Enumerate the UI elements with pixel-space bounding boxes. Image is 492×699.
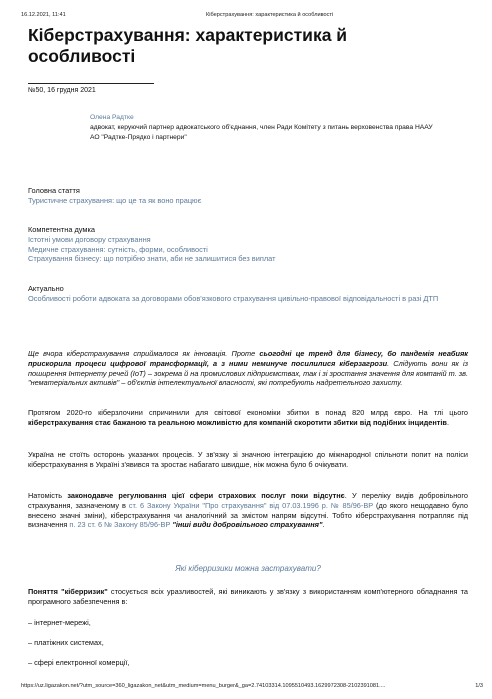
bold-text: сьогодні це тренд для бізнесу, бо пандемія неабияк прискорила процеси цифрової трансформації, а з ними неминуче посилилися кіберзагрози (28, 349, 468, 368)
list-item: – платіжних системах, (28, 638, 104, 647)
title-divider (28, 83, 154, 84)
author-description: адвокат, керуючий партнер адвокатського об'єднання, член Ради Комітету з питань верховенства права НААУ (90, 123, 433, 131)
related-article-link[interactable]: Туристичне страхування: що це та як воно працює (28, 195, 202, 205)
section-title: Актуально (28, 284, 64, 293)
paragraph-cyber-risk (28, 587, 468, 607)
print-datetime: 16.12.2021, 11:41 (21, 12, 66, 18)
bold-text: законодавче регулювання цієї сфери страхових послуг поки відсутнє (67, 491, 345, 500)
issue-date: №50, 16 грудня 2021 (28, 87, 96, 94)
text-run: . Слідують вони як із поширення Інтернету речей (IoT) – зокрема й на промислових підприємствах, так і зі зростання значення для компаній т. зв. "нематеріальних активів" – об'єктів інтелектуальної власності, які потребують надретельного захисту. (28, 358, 468, 388)
text-run: стосується всіх уразливостей, які виникають у зв'язку з використанням комп'ютерного обладнання та програмного забезпечення в: (28, 587, 468, 606)
law-link[interactable]: п. 23 ст. 6 № Закону 85/96-ВР (69, 520, 171, 530)
law-link[interactable]: ст. 6 Закону України "Про страхування" від 07.03.1996 р. № 85/96-ВР (128, 500, 374, 510)
text-run: . У переліку видів добровільного страхування, зазначеному в (28, 491, 468, 510)
paragraph-ukraine (28, 450, 468, 470)
paragraph-losses (28, 408, 468, 428)
text-run: . (446, 417, 449, 427)
section-title: Головна стаття (28, 186, 80, 195)
print-footer (21, 683, 483, 689)
text-run: Протягом 2020-го кіберзлочини спричинили для світової економіки збитки в понад 820 млрд євро. На тлі цього (28, 408, 468, 417)
page-number: 1/3 (475, 683, 483, 689)
print-url: https://uz.ligazakon.net/?utm_source=360_ligazakon_net&utm_medium=menu_burger&_ga=2.74103314.1095510493.1629972308-2102391081.... (21, 683, 386, 689)
article-title: Кіберстрахування: характеристика й особливості (28, 25, 348, 66)
print-header (21, 12, 483, 18)
bold-italic-text: "інші види добровільного страхування" (172, 520, 323, 530)
author-name-link[interactable]: Олена Радтке (90, 114, 134, 121)
paragraph-regulation (28, 491, 468, 530)
text-run: Натомість (28, 491, 68, 500)
related-article-link[interactable]: Медичне страхування: сутність, форми, особливості (28, 244, 208, 254)
list-item: – сфері електронної комерції, (28, 658, 130, 667)
author-block (90, 113, 468, 142)
text-run: (до якого нещодавно було внесено значні зміни), кіберстрахування чи аналогічний за змістом напрям відсутні. Тобто кіберстрахування потрапляє під визначення (28, 500, 469, 530)
section-title: Компетентна думка (28, 225, 95, 234)
author-organization: АО "Радтке-Прядко і партнери" (90, 133, 187, 141)
section-main-article (28, 186, 468, 206)
text-run: Україна не стоїть осторонь указаних процесів. У зв'язку зі значною інтеграцією до міжнародної спільноти попит на поліси кіберстрахування в Україні з'явився та зростає набагато швидше, ніж можна було б очікувати. (28, 450, 468, 469)
section-expert-opinion (28, 225, 468, 264)
section-current (28, 284, 468, 304)
related-article-link[interactable]: Істотні умови договору страхування (28, 234, 151, 244)
section-subheading: Які кіберризики можна застрахувати? (175, 564, 321, 573)
related-article-link[interactable]: Страхування бізнесу: що потрібно знати, аби не залишитися без виплат (28, 254, 276, 264)
paragraph-intro (28, 349, 468, 388)
text-run: . (322, 520, 325, 530)
bold-text: Поняття "кіберризик" (28, 587, 108, 596)
print-page-title: Кіберстрахування: характеристика й особливості (206, 12, 334, 18)
text-run: Ще вчора кіберстрахування сприймалося як інновація. Проте (28, 349, 260, 358)
bold-text: кіберстрахування стає бажаною та реальною можливістю для компаній скоротити збитки від подібних інцидентів (28, 417, 447, 427)
related-article-link[interactable]: Особливості роботи адвоката за договорами обов'язкового страхування цивільно-правової відповідальності в разі ДТП (28, 293, 439, 303)
list-item: – інтернет-мережі, (28, 618, 91, 627)
